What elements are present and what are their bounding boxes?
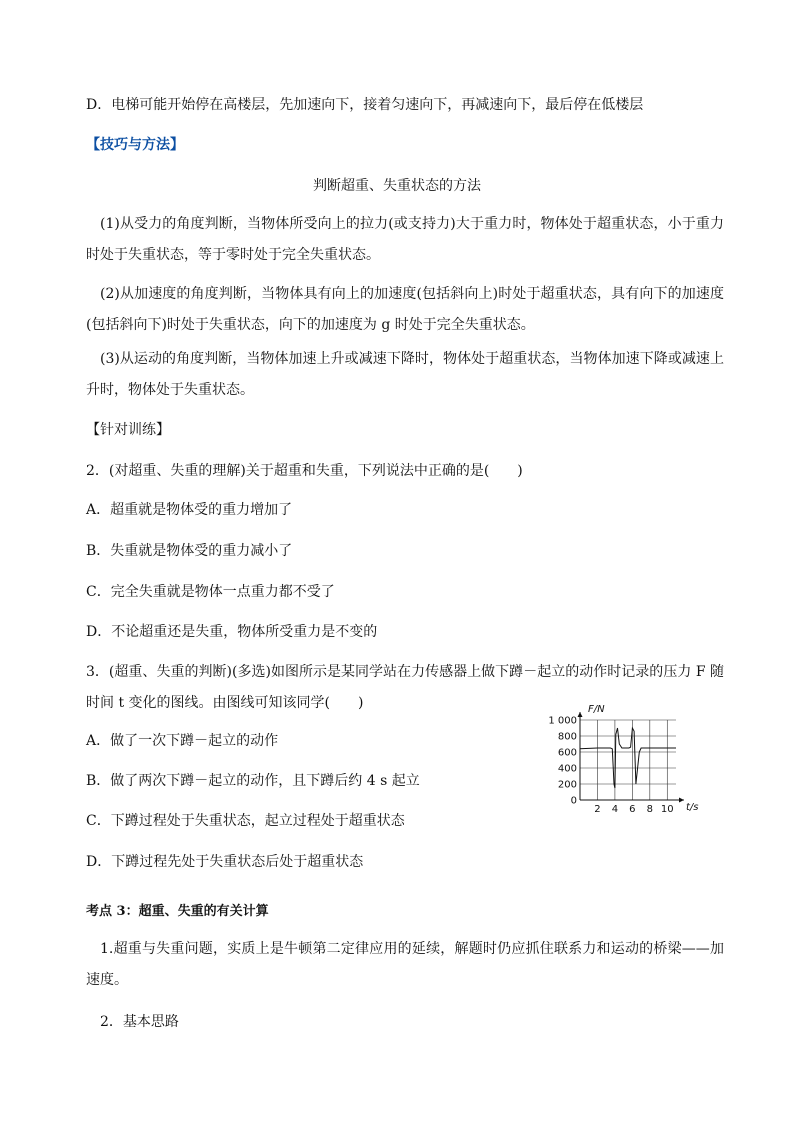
q2-option-b: B．失重就是物体受的重力减小了 bbox=[86, 543, 293, 559]
x-tick-label: 6 bbox=[629, 804, 636, 815]
method-3: (3)从运动的角度判断，当物体加速上升或减速下降时，物体处于超重状态，当物体加速下降或减速上升时，物体处于失重状态。 bbox=[86, 351, 724, 398]
section3-heading: 考点 3：超重、失重的有关计算 bbox=[86, 904, 269, 919]
q3-option-c: C．下蹲过程处于失重状态，起立过程处于超重状态 bbox=[86, 813, 405, 829]
q3-option-a: A．做了一次下蹲－起立的动作 bbox=[86, 733, 279, 749]
y-tick-label: 200 bbox=[557, 779, 577, 791]
y-tick-label: 400 bbox=[557, 763, 577, 775]
y-tick-label: 1 000 bbox=[548, 715, 577, 727]
method-2: (2)从加速度的角度判断，当物体具有向上的加速度(包括斜向上)时处于超重状态，具有向下的加速度(包括斜向下)时处于失重状态，向下的加速度为 g 时处于完全失重状态。 bbox=[86, 286, 724, 333]
y-axis-label: F/N bbox=[588, 704, 605, 715]
q3-option-d: D．下蹲过程先处于失重状态后处于超重状态 bbox=[86, 854, 364, 870]
practice-heading: 【针对训练】 bbox=[86, 422, 170, 438]
section3-p2: 2．基本思路 bbox=[100, 1014, 179, 1030]
force-time-chart bbox=[540, 700, 710, 815]
chart-grid bbox=[580, 720, 676, 800]
y-axis-arrow bbox=[578, 712, 583, 717]
force-curve bbox=[580, 728, 676, 788]
q2-stem: 2．(对超重、失重的理解)关于超重和失重，下列说法中正确的是( ) bbox=[86, 463, 523, 479]
q2-option-d: D．不论超重还是失重，物体所受重力是不变的 bbox=[86, 624, 378, 640]
option-d-elevator: D．电梯可能开始停在高楼层，先加速向下，接着匀速向下，再减速向下，最后停在低楼层 bbox=[86, 97, 644, 113]
x-axis-arrow bbox=[679, 798, 684, 803]
tips-heading: 【技巧与方法】 bbox=[86, 137, 184, 153]
method-1: (1)从受力的角度判断，当物体所受向上的拉力(或支持力)大于重力时，物体处于超重状态，小于重力时处于失重状态，等于零时处于完全失重状态。 bbox=[86, 216, 724, 263]
q3-option-b: B．做了两次下蹲－起立的动作，且下蹲后约 4 s 起立 bbox=[86, 773, 420, 789]
chart-series bbox=[580, 728, 676, 788]
y-tick-label: 800 bbox=[557, 731, 577, 743]
x-tick-label: 10 bbox=[660, 804, 674, 815]
q2-option-a: A．超重就是物体受的重力增加了 bbox=[86, 502, 293, 518]
y-tick-label: 600 bbox=[557, 747, 577, 759]
q2-option-c: C．完全失重就是物体一点重力都不受了 bbox=[86, 584, 335, 600]
x-tick-label: 4 bbox=[611, 804, 619, 815]
section3-p1: 1.超重与失重问题，实质上是牛顿第二定律应用的延续，解题时仍应抓住联系力和运动的桥梁——加速度。 bbox=[86, 941, 724, 988]
q3-stem: 3．(超重、失重的判断)(多选)如图所示是某同学站在力传感器上做下蹲－起立的动作时记录的压力 F 随时间 t 变化的图线。由图线可知该同学( ) bbox=[86, 664, 724, 711]
x-tick-label: 8 bbox=[646, 804, 654, 815]
y-tick-label: 0 bbox=[570, 795, 577, 807]
chart-axes bbox=[578, 712, 685, 803]
x-tick-label: 2 bbox=[594, 804, 601, 815]
x-axis-label: t/s bbox=[686, 802, 699, 813]
method-title: 判断超重、失重状态的方法 bbox=[313, 178, 481, 194]
